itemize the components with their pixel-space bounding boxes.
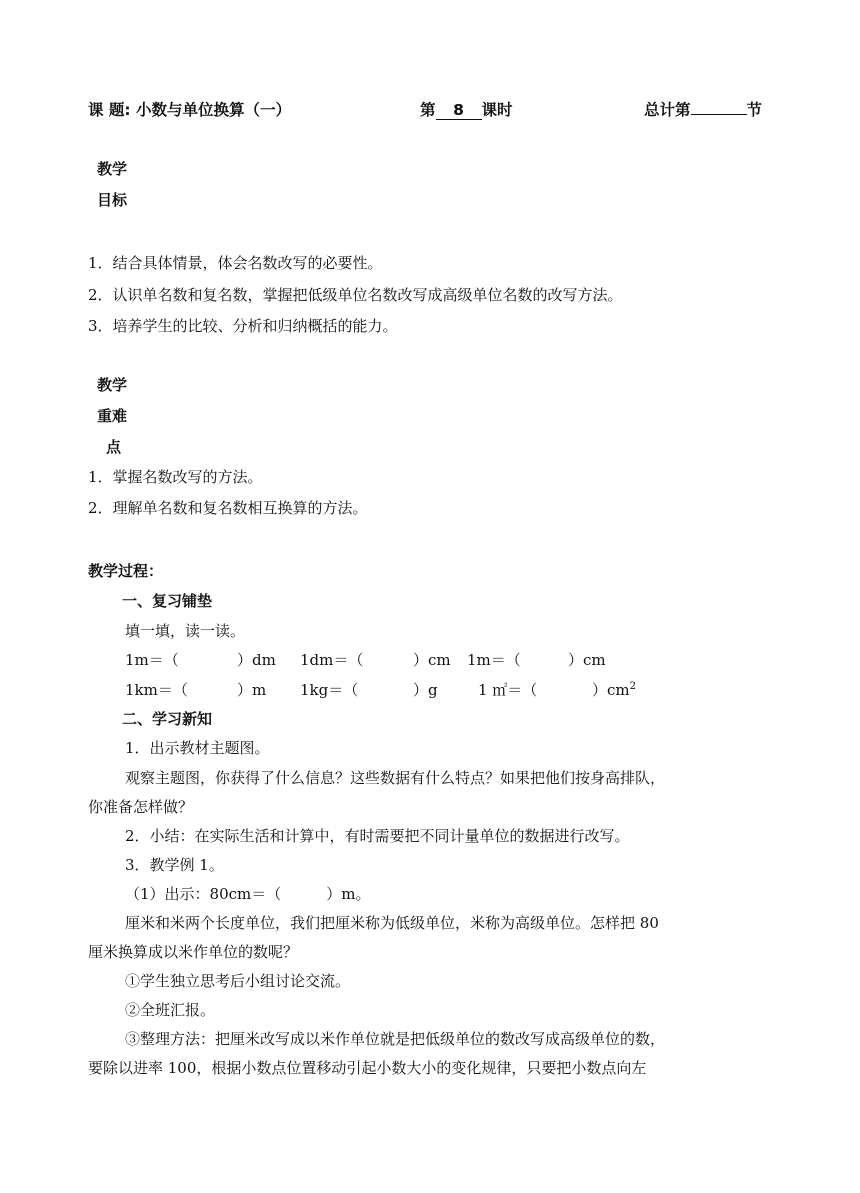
- exercise-cell: ）dm: [237, 651, 276, 669]
- difficulty-item: 1．掌握名数改写的方法。: [88, 468, 263, 486]
- section2-line: 厘米和米两个长度单位，我们把厘米称为低级单位，米称为高级单位。怎样把 80: [125, 914, 659, 932]
- section2-line: 2．小结：在实际生活和计算中，有时需要把不同计量单位的数据进行改写。: [125, 827, 630, 845]
- objective-item: 1．结合具体情景，体会名数改写的必要性。: [88, 254, 383, 272]
- unit-superscript: 2: [629, 681, 636, 692]
- exercise-cell: ）m: [237, 681, 267, 699]
- section2-line: 3．教学例 1。: [125, 856, 224, 874]
- unit-text: ）cm: [592, 681, 630, 699]
- total-value: [691, 114, 747, 115]
- lesson-number: 8: [436, 102, 482, 120]
- process-title: 教学过程：: [88, 562, 164, 580]
- exercise-cell: ）g: [413, 681, 438, 699]
- section2-line: （1）出示：80cm＝（ ）m。: [125, 885, 371, 903]
- exercise-cell: 1 ㎡＝（: [478, 681, 538, 699]
- exercise-cell: 1dm＝（: [300, 651, 364, 669]
- section2-line: ②全班汇报。: [125, 1001, 216, 1019]
- difficulties-label-line2: 重难: [97, 407, 128, 425]
- objective-item: 2．认识单名数和复名数，掌握把低级单位名数改写成高级单位名数的改写方法。: [88, 286, 623, 304]
- section2-line: 要除以进率 100，根据小数点位置移动引起小数大小的变化规律，只要把小数点向左: [88, 1059, 647, 1077]
- difficulties-label-line3: 点: [106, 438, 122, 456]
- total-count-group: [644, 98, 762, 120]
- section2-line: 观察主题图，你获得了什么信息？这些数据有什么特点？如果把他们按身高排队，: [125, 769, 666, 787]
- section2-line: ①学生独立思考后小组讨论交流。: [125, 972, 351, 990]
- exercise-cell: ）cm: [413, 651, 451, 669]
- total-prefix: 总计第: [644, 101, 691, 119]
- exercise-cell: ）cm: [568, 651, 606, 669]
- difficulty-item: 2．理解单名数和复名数相互换算的方法。: [88, 499, 368, 517]
- objectives-label-line1: 教学: [97, 160, 128, 178]
- objective-item: 3．培养学生的比较、分析和归纳概括的能力。: [88, 317, 398, 335]
- exercise-cell: 1m＝（: [467, 651, 521, 669]
- exercise-cell: 1km＝（: [125, 681, 188, 699]
- section2-line: 你准备怎样做？: [88, 798, 194, 816]
- section2-line: ③整理方法：把厘米改写成以米作单位就是把低级单位的数改写成高级单位的数，: [125, 1030, 666, 1048]
- lesson-suffix: 课时: [481, 101, 513, 119]
- section2-heading: 二、学习新知: [122, 710, 213, 728]
- lesson-topic: 课 题: 小数与单位换算（一）: [88, 101, 291, 119]
- section2-line: 1．出示教材主题图。: [125, 739, 270, 757]
- exercise-cell: [592, 679, 636, 700]
- difficulties-label-line1: 教学: [97, 376, 128, 394]
- exercise-cell: 1kg＝（: [300, 681, 359, 699]
- section1-heading: 一、复习铺垫: [122, 592, 213, 610]
- exercise-cell: 1m＝（: [125, 651, 179, 669]
- lesson-prefix: 第: [420, 101, 436, 119]
- section1-intro: 填一填，读一读。: [125, 622, 246, 640]
- lesson-number-group: [420, 98, 513, 120]
- section2-line: 厘米换算成以米作单位的数呢？: [88, 943, 299, 961]
- objectives-label-line2: 目标: [97, 191, 128, 209]
- total-suffix: 节: [746, 101, 763, 119]
